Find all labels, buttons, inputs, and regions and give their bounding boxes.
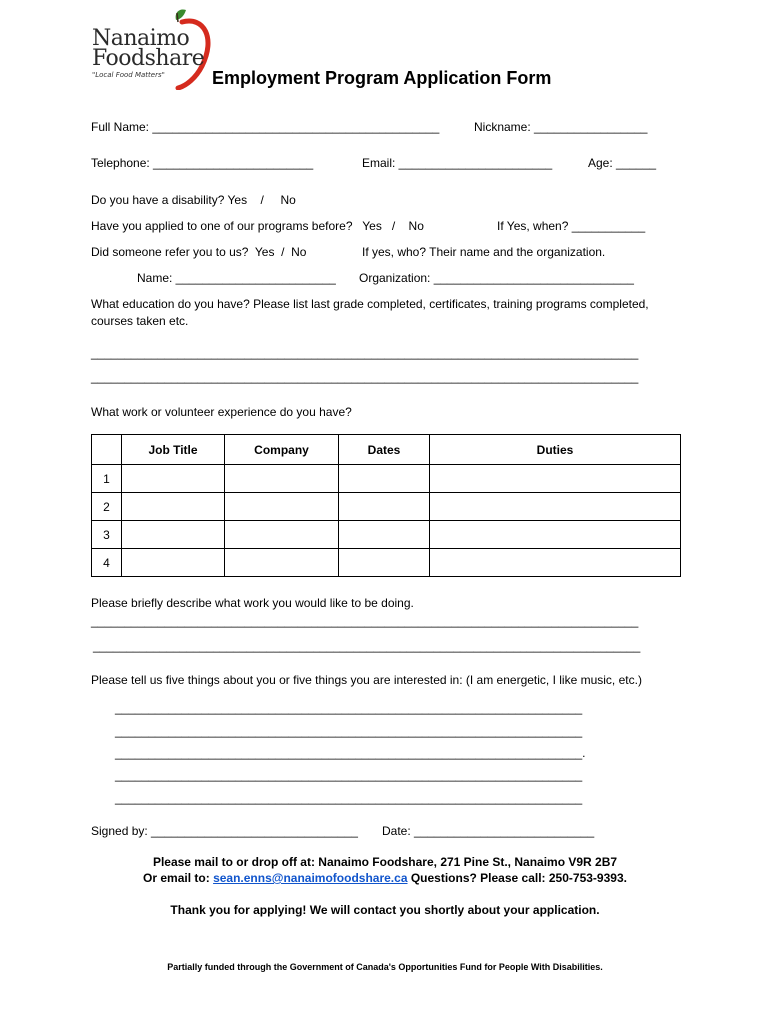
nickname-field[interactable]: Nickname: _________________	[474, 120, 648, 134]
education-answer-line-2[interactable]: __________________________________________________________________________________	[91, 370, 639, 384]
dates-cell[interactable]	[339, 549, 430, 577]
telephone-field[interactable]: Telephone: ________________________	[91, 156, 314, 170]
funding-note: Partially funded through the Government of Canada's Opportunities Fund for People With Disabilities.	[167, 962, 603, 972]
nanaimo-foodshare-logo	[86, 8, 216, 90]
referrer-organization-field[interactable]: Organization: ______________________________	[359, 271, 634, 285]
company-cell[interactable]	[225, 549, 339, 577]
table-header-company: Company	[225, 435, 339, 465]
duties-cell[interactable]	[430, 493, 681, 521]
company-cell[interactable]	[225, 465, 339, 493]
disability-question[interactable]: Do you have a disability? Yes / No	[91, 193, 296, 207]
education-question-line-2: courses taken etc.	[91, 314, 189, 328]
work-experience-question: What work or volunteer experience do you have?	[91, 405, 352, 419]
dates-cell[interactable]	[339, 493, 430, 521]
job-title-cell[interactable]	[122, 521, 225, 549]
applied-before-question[interactable]: Have you applied to one of our programs before? Yes / No	[91, 219, 424, 233]
job-title-cell[interactable]	[122, 493, 225, 521]
table-row	[92, 521, 681, 549]
table-row	[92, 549, 681, 577]
company-cell[interactable]	[225, 521, 339, 549]
table-header-duties: Duties	[430, 435, 681, 465]
phone-contact: Questions? Please call: 250-753-9393.	[407, 871, 627, 885]
table-header-dates: Dates	[339, 435, 430, 465]
table-row	[92, 465, 681, 493]
referred-who-label: If yes, who? Their name and the organization.	[362, 245, 606, 259]
table-header-row	[92, 435, 681, 465]
page-title: Employment Program Application Form	[212, 68, 552, 88]
referrer-name-field[interactable]: Name: ________________________	[137, 271, 336, 285]
company-cell[interactable]	[225, 493, 339, 521]
date-field[interactable]: Date: ___________________________	[382, 824, 595, 838]
logo-tagline: "Local Food Matters"	[92, 71, 165, 79]
row-number: 2	[92, 493, 122, 521]
full-name-field[interactable]: Full Name: ___________________________________________	[91, 120, 440, 134]
row-number: 4	[92, 549, 122, 577]
logo-line-1: Nanaimo	[92, 26, 190, 51]
describe-work-question: Please briefly describe what work you would like to be doing.	[91, 596, 414, 610]
describe-work-line-1[interactable]: __________________________________________________________________________________	[91, 614, 639, 628]
job-title-cell[interactable]	[122, 549, 225, 577]
dates-cell[interactable]	[339, 521, 430, 549]
duties-cell[interactable]	[430, 465, 681, 493]
table-header-number	[92, 435, 122, 465]
education-question: What education do you have? Please list last grade completed, certificates, training programs completed,	[91, 297, 649, 311]
table-header-job-title: Job Title	[122, 435, 225, 465]
table-row	[92, 493, 681, 521]
duties-cell[interactable]	[430, 549, 681, 577]
five-things-question: Please tell us five things about you or five things you are interested in: (I am energetic, I like music, etc.)	[91, 673, 642, 687]
describe-work-line-2[interactable]: __________________________________________________________________________________	[93, 639, 641, 653]
five-things-line-3[interactable]: ______________________________________________________________________.	[115, 746, 586, 760]
applied-when-field[interactable]: If Yes, when? ___________	[497, 219, 646, 233]
work-experience-table	[91, 434, 681, 577]
email-link[interactable]: sean.enns@nanaimofoodshare.ca	[213, 871, 408, 885]
five-things-line-1[interactable]: ______________________________________________________________________	[115, 701, 583, 715]
row-number: 3	[92, 521, 122, 549]
duties-cell[interactable]	[430, 521, 681, 549]
referred-question[interactable]: Did someone refer you to us? Yes / No	[91, 245, 307, 259]
signature-field[interactable]: Signed by: _______________________________	[91, 824, 358, 838]
education-answer-line-1[interactable]: __________________________________________________________________________________	[91, 346, 639, 360]
age-field[interactable]: Age: ______	[588, 156, 657, 170]
dates-cell[interactable]	[339, 465, 430, 493]
five-things-line-5[interactable]: ______________________________________________________________________	[115, 791, 583, 805]
five-things-line-2[interactable]: ______________________________________________________________________	[115, 724, 583, 738]
email-contact-line	[0, 871, 770, 885]
five-things-line-4[interactable]: ______________________________________________________________________	[115, 768, 583, 782]
logo-line-2: Foodshare	[92, 46, 205, 71]
mail-address: Please mail to or drop off at: Nanaimo Foodshare, 271 Pine St., Nanaimo V9R 2B7	[152, 855, 618, 869]
job-title-cell[interactable]	[122, 465, 225, 493]
email-prefix: Or email to:	[143, 871, 214, 885]
row-number: 1	[92, 465, 122, 493]
email-field[interactable]: Email: _______________________	[362, 156, 553, 170]
thank-you-note: Thank you for applying! We will contact you shortly about your application.	[170, 903, 600, 917]
